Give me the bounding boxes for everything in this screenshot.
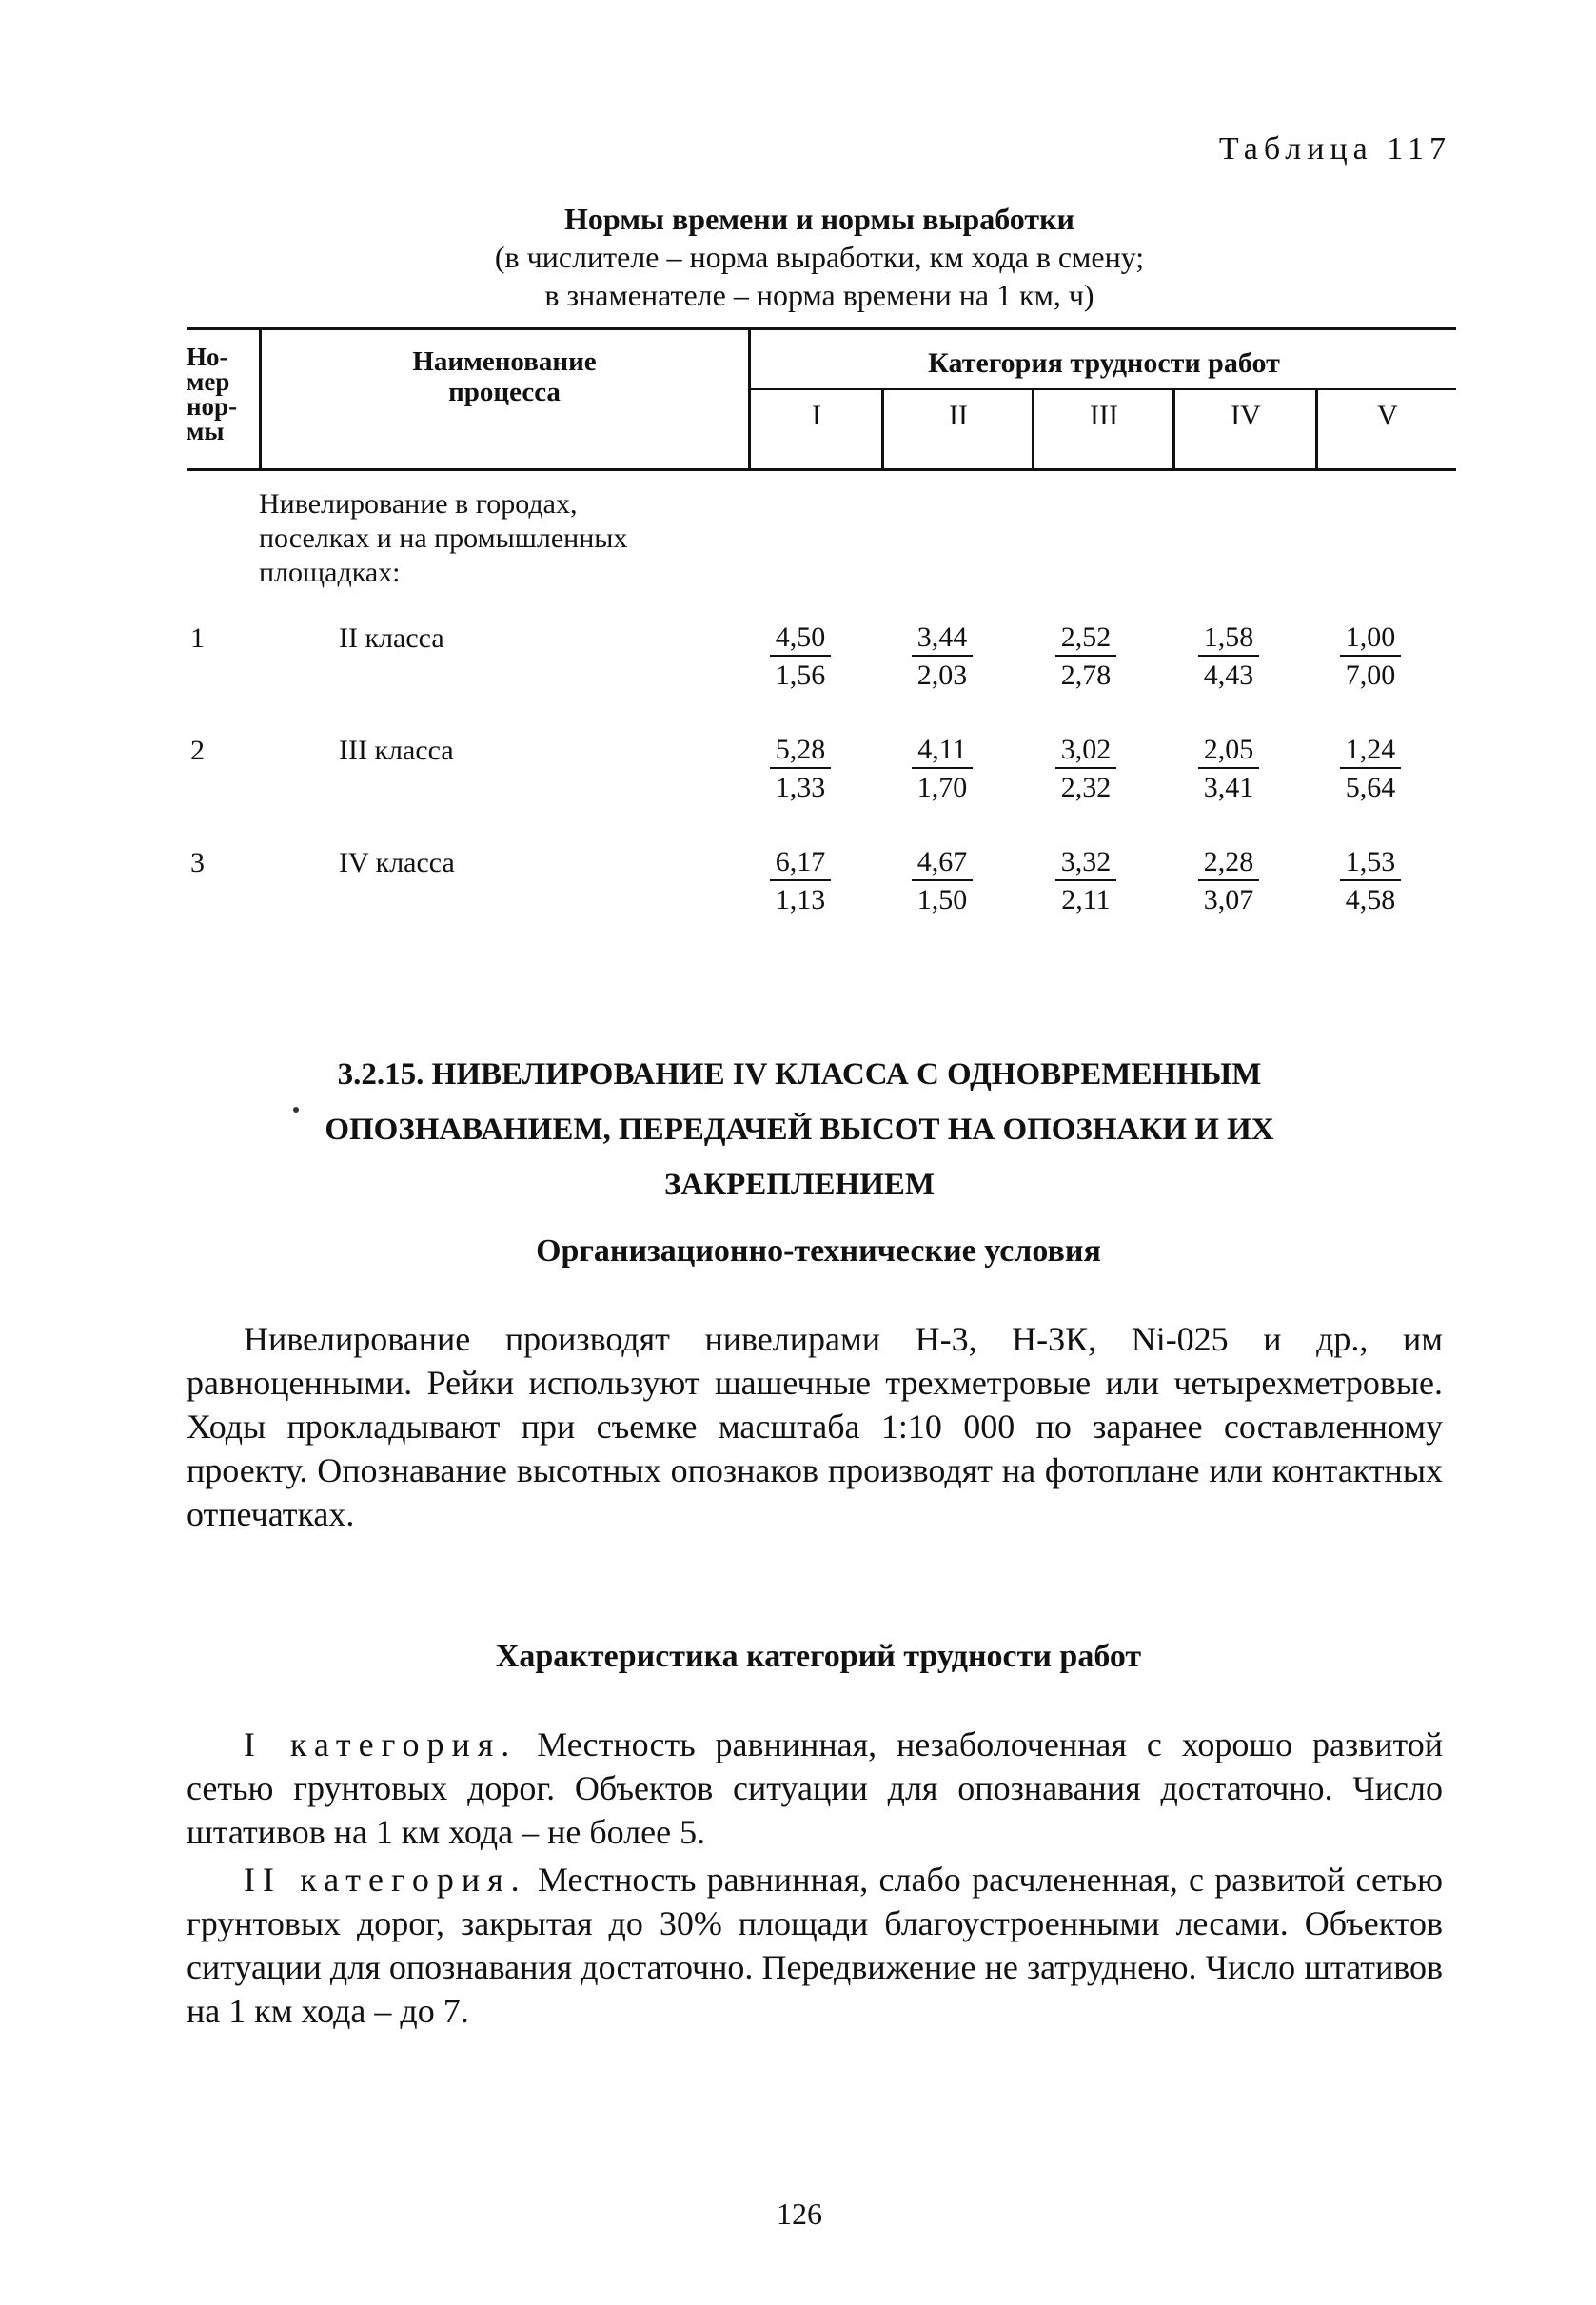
page-number: 126 [777, 2197, 822, 2231]
category-2-paragraph [187, 1858, 1443, 2033]
section-title [266, 1047, 1332, 1212]
output-norm: 1,00 [1340, 621, 1402, 657]
output-norm: 1,58 [1198, 621, 1260, 657]
category-V: V [1377, 400, 1398, 431]
header-category: Категория трудности работ [928, 347, 1280, 379]
category-II: II [949, 400, 968, 431]
group-title-line: Нивелирование в городах, [259, 488, 578, 520]
categories-text [187, 1723, 1443, 2033]
output-norm: 4,67 [912, 845, 974, 881]
table-cell [1029, 731, 1143, 807]
col-divider [1032, 390, 1034, 470]
caption-line: в знаменателе – норма времени на 1 км, ч) [544, 278, 1094, 312]
output-norm: 3,44 [912, 621, 974, 657]
table-cell [743, 843, 857, 919]
header-number-part: Но- [187, 343, 228, 371]
table-cell [885, 619, 999, 695]
time-norm: 1,56 [775, 660, 826, 691]
col-divider [1172, 390, 1175, 470]
table-cell [1172, 731, 1286, 807]
table-cell [1029, 619, 1143, 695]
category-rule [750, 388, 1456, 390]
section-title-line: ЗАКРЕПЛЕНИЕМ [663, 1168, 936, 1202]
category-1-label: I категория. [244, 1725, 518, 1763]
output-norm: 2,52 [1055, 621, 1117, 657]
time-norm: 2,11 [1061, 884, 1111, 916]
output-norm: 2,05 [1198, 733, 1260, 769]
col-divider [748, 329, 751, 470]
header-name-part: процесса [448, 377, 561, 407]
category-IV: IV [1231, 400, 1261, 431]
subheading-categories: Характеристика категорий трудности работ [495, 1639, 1142, 1674]
table-top-rule [187, 327, 1456, 330]
table-cell [743, 619, 857, 695]
table-cell [1172, 843, 1286, 919]
time-norm: 2,03 [916, 660, 968, 691]
row-name: II класса [339, 622, 444, 654]
category-1-paragraph [187, 1723, 1443, 1854]
output-norm: 3,32 [1055, 845, 1117, 881]
table-label: Таблица 117 [1218, 131, 1451, 167]
time-norm: 1,33 [775, 772, 826, 803]
row-number: 2 [190, 735, 205, 766]
header-bottom-rule [187, 468, 1456, 471]
section-title-line: ОПОЗНАВАНИЕМ, ПЕРЕДАЧЕЙ ВЫСОТ НА ОПОЗНАКИ И ИХ [325, 1113, 1274, 1147]
section-title-line: 3.2.15. НИВЕЛИРОВАНИЕ IV КЛАССА С ОДНОВРЕМЕННЫМ [337, 1057, 1262, 1092]
category-III: III [1090, 400, 1118, 431]
paragraph-text: Нивелирование производят нивелирами Н-3, Н-3К, Ni-025 и др., им равноценными. Рейки используют шашечные трехметровые или четырехметровые. Ходы прокладывают при съемке масштаба 1:10 000 по заранее составленному проекту. Опознавание высотных опознаков производят на фотоплане или контактных отпечатках. [187, 1320, 1443, 1533]
col-divider [1315, 390, 1318, 470]
caption-line: (в числителе – норма выработки, км хода в смену; [494, 240, 1145, 274]
header-number [187, 345, 263, 443]
category-2-label: II категория. [244, 1861, 527, 1899]
header-process-name [286, 346, 723, 407]
header-name-part: Наименование [412, 346, 597, 377]
table-cell [743, 731, 857, 807]
category-2-text: Местность равнинная, слабо расчлененная, с развитой сетью грунтовых дорог, закрытая до 30% площади благоустроенными лесами. Объектов ситуации для опознавания достаточно. Передвижение не затруднено. Число штативов на 1 км хода – до 7. [187, 1861, 1443, 2030]
time-norm: 4,43 [1203, 660, 1254, 691]
table-cell [1313, 843, 1428, 919]
time-norm: 4,58 [1345, 884, 1396, 916]
output-norm: 1,24 [1340, 733, 1402, 769]
time-norm: 1,70 [916, 772, 968, 803]
caption-title: Нормы времени и нормы выработки [564, 202, 1074, 236]
time-norm: 1,13 [775, 884, 826, 916]
time-norm: 3,07 [1203, 884, 1254, 916]
output-norm: 4,11 [912, 733, 972, 769]
time-norm: 3,41 [1203, 772, 1254, 803]
output-norm: 6,17 [770, 845, 832, 881]
table-cell [1313, 731, 1428, 807]
col-divider [881, 390, 884, 470]
table-cell [1029, 843, 1143, 919]
time-norm: 1,50 [916, 884, 968, 916]
conditions-paragraph [187, 1317, 1443, 1536]
table-cell [1172, 619, 1286, 695]
row-number: 3 [190, 847, 205, 878]
row-name: IV класса [339, 847, 455, 878]
header-number-part: мы [187, 417, 225, 445]
table-cell [1313, 619, 1428, 695]
time-norm: 5,64 [1345, 772, 1396, 803]
row-name: III класса [339, 735, 454, 766]
time-norm: 7,00 [1345, 660, 1396, 691]
header-number-part: мер [187, 367, 230, 396]
group-title [259, 487, 754, 590]
group-title-line: площадках: [259, 557, 401, 588]
subheading-conditions: Организационно-технические условия [536, 1233, 1101, 1269]
output-norm: 1,53 [1340, 845, 1402, 881]
output-norm: 4,50 [770, 621, 832, 657]
norms-table [0, 0, 1596, 952]
time-norm: 2,78 [1060, 660, 1112, 691]
group-title-line: поселках и на промышленных [259, 522, 628, 554]
table-cell [885, 843, 999, 919]
output-norm: 2,28 [1198, 845, 1260, 881]
output-norm: 3,02 [1055, 733, 1117, 769]
category-1-text: Местность равнинная, незаболоченная с хорошо развитой сетью грунтовых дорог. Объектов ситуации для опознавания достаточно. Число штативов на 1 км хода – не более 5. [187, 1725, 1444, 1851]
row-number: 1 [190, 622, 205, 654]
table-cell [885, 731, 999, 807]
time-norm: 2,32 [1060, 772, 1112, 803]
print-speck [293, 1107, 299, 1113]
output-norm: 5,28 [770, 733, 832, 769]
category-I: I [812, 400, 821, 431]
header-number-part: нор- [187, 392, 238, 421]
